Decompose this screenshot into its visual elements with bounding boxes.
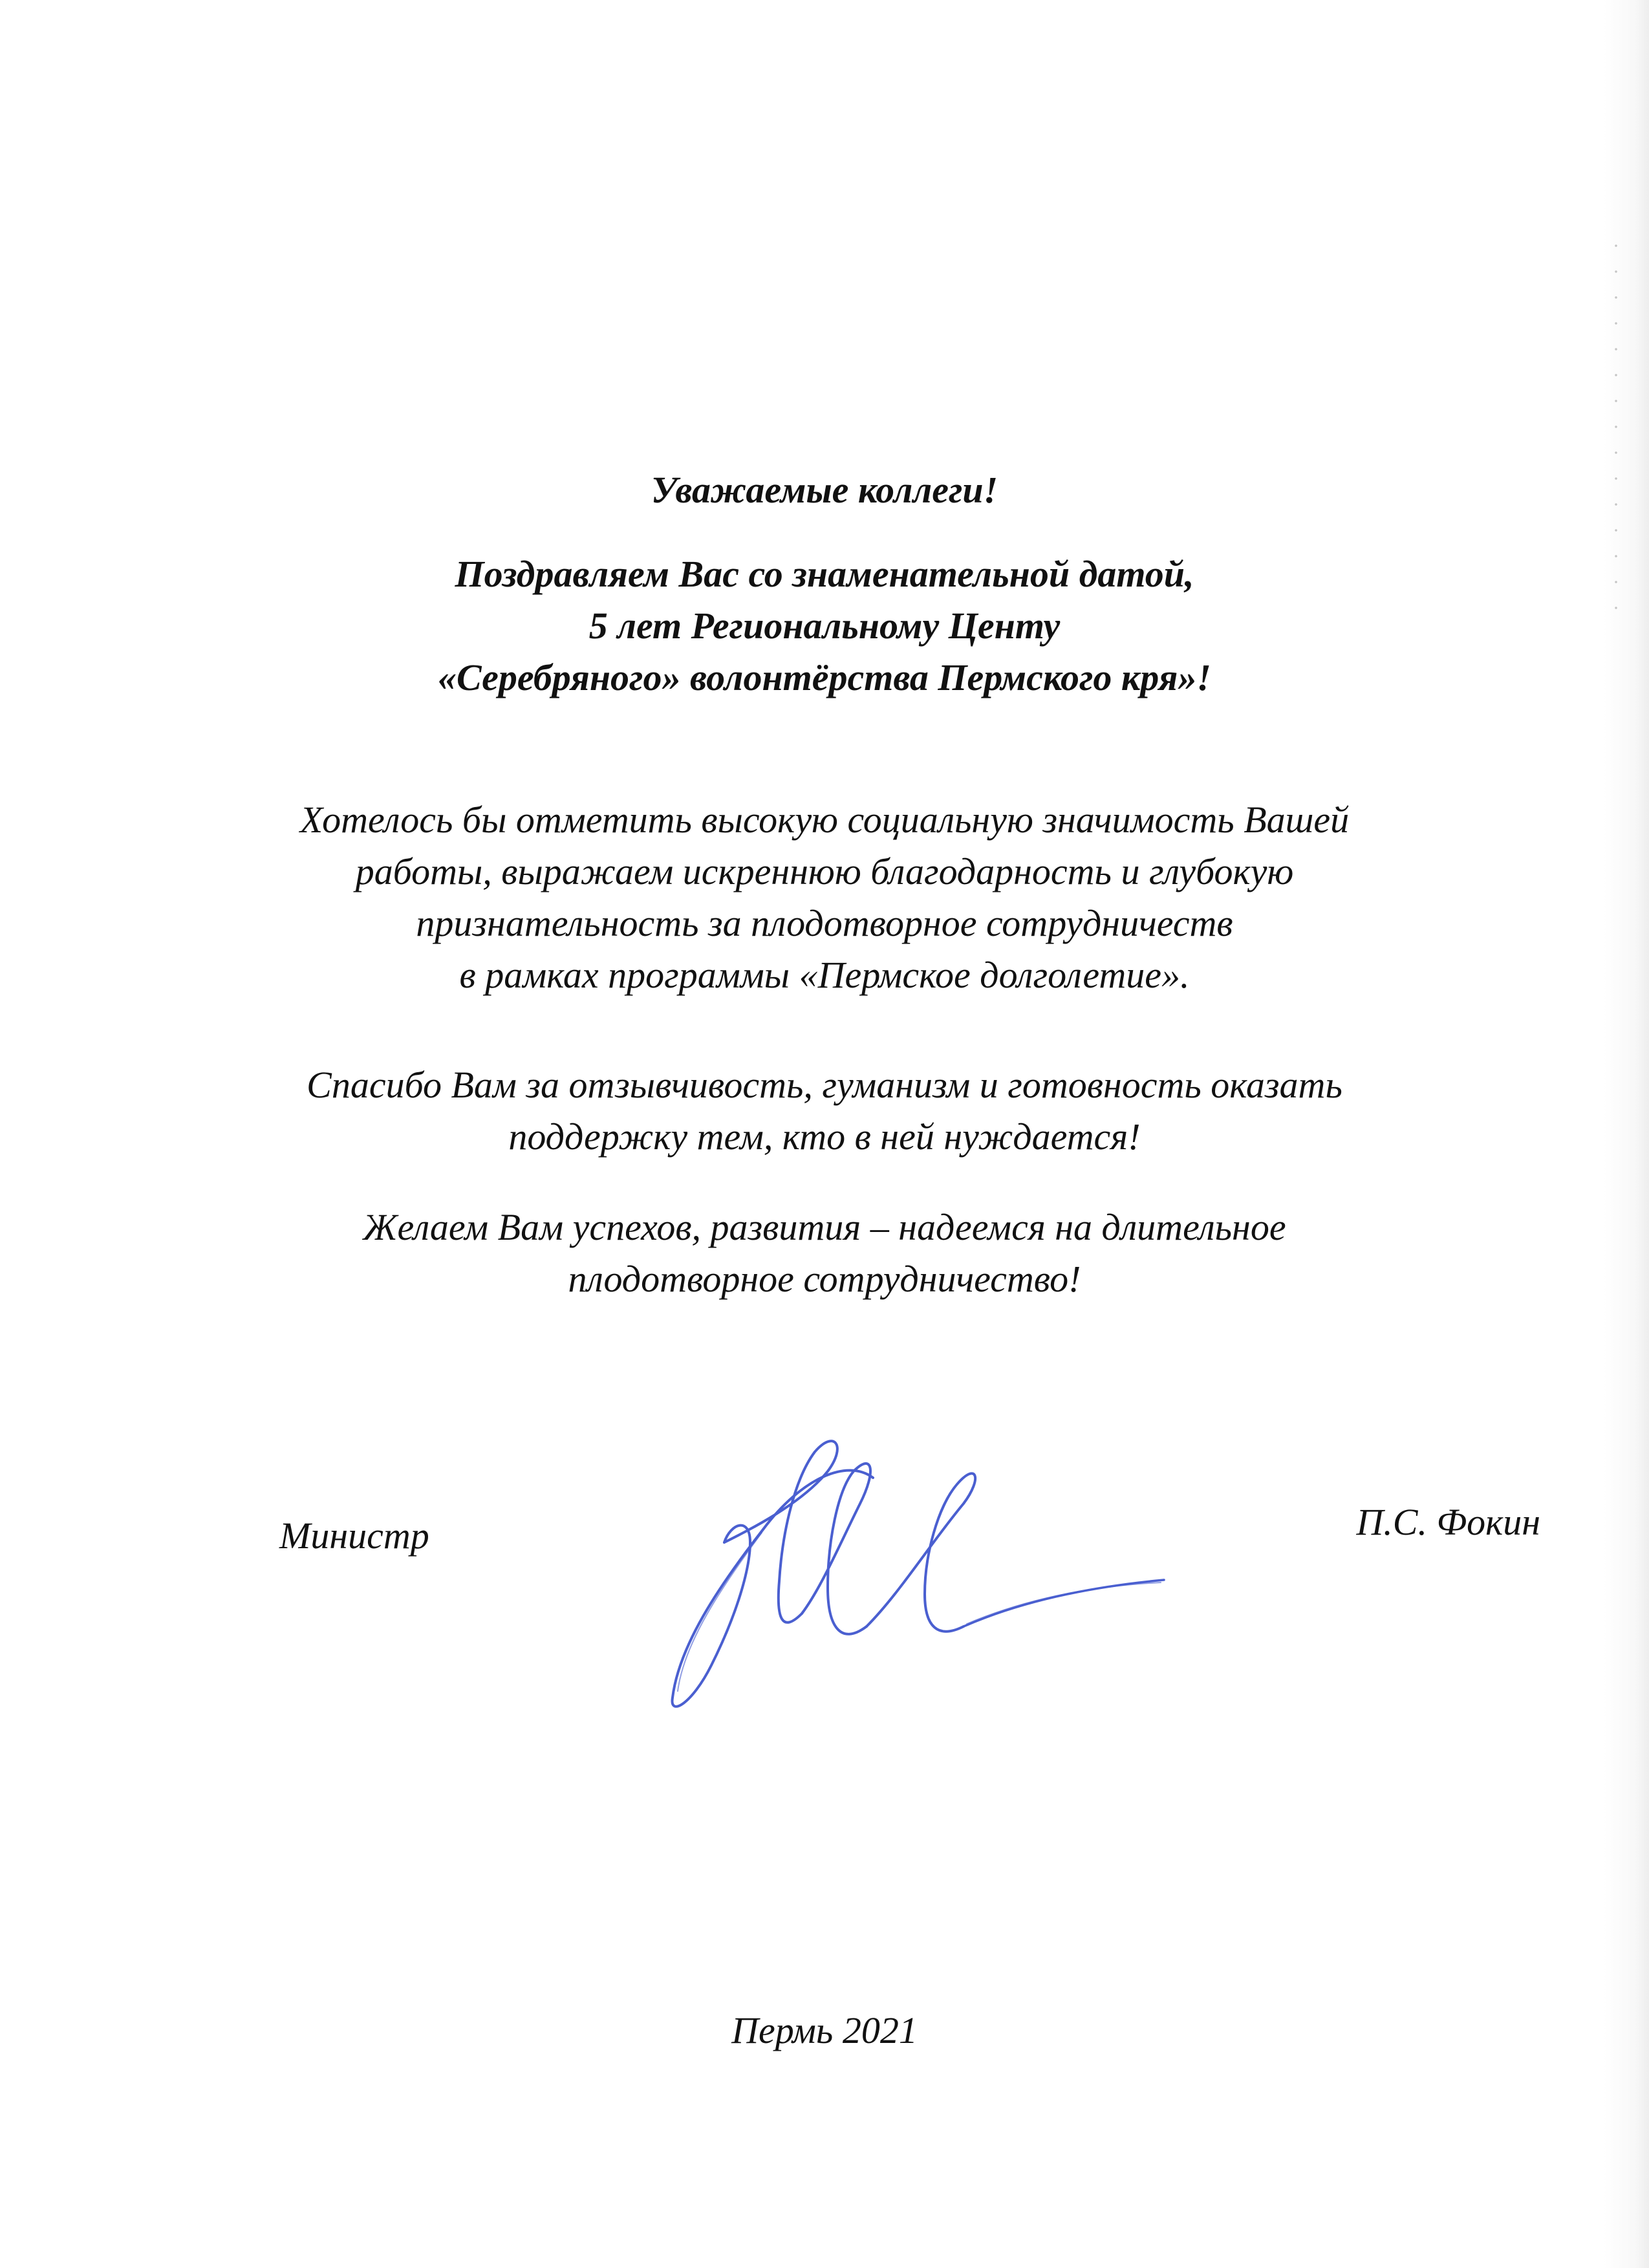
headline (0, 548, 1649, 704)
headline-line: Поздравляем Вас со знаменательной датой, (455, 553, 1194, 595)
paragraph-line: в рамках программы «Пермское долголетие». (459, 954, 1190, 996)
headline-line: 5 лет Региональному Центу (588, 605, 1061, 647)
signatory-role: Министр (279, 1515, 429, 1557)
handwritten-signature (653, 1432, 1235, 1717)
place-and-year: Пермь 2021 (731, 2009, 918, 2051)
headline-line: «Серебряного» волонтёрства Пермского кря»! (438, 656, 1211, 698)
paragraph-thanks (0, 1059, 1649, 1163)
paragraph-line: признательность за плодотворное сотрудничеств (416, 902, 1233, 944)
paragraph-wishes (0, 1202, 1649, 1305)
paragraph-line: Желаем Вам успехов, развития – надеемся на длительное (363, 1206, 1286, 1248)
paragraph-line: поддержку тем, кто в ней нуждается! (508, 1116, 1141, 1158)
paragraph-line: Спасибо Вам за отзывчивость, гуманизм и готовность оказать (307, 1064, 1342, 1106)
paragraph-line: работы, выражаем искреннюю благодарность и глубокую (355, 850, 1294, 892)
signatory-name: П.С. Фокин (1356, 1501, 1540, 1543)
greeting: Уважаемые коллеги! (651, 469, 998, 511)
paragraph-line: плодотворное сотрудничество! (568, 1258, 1081, 1300)
paragraph-gratitude (0, 794, 1649, 1001)
paragraph-line: Хотелось бы отметить высокую социальную значимость Вашей (299, 799, 1350, 841)
